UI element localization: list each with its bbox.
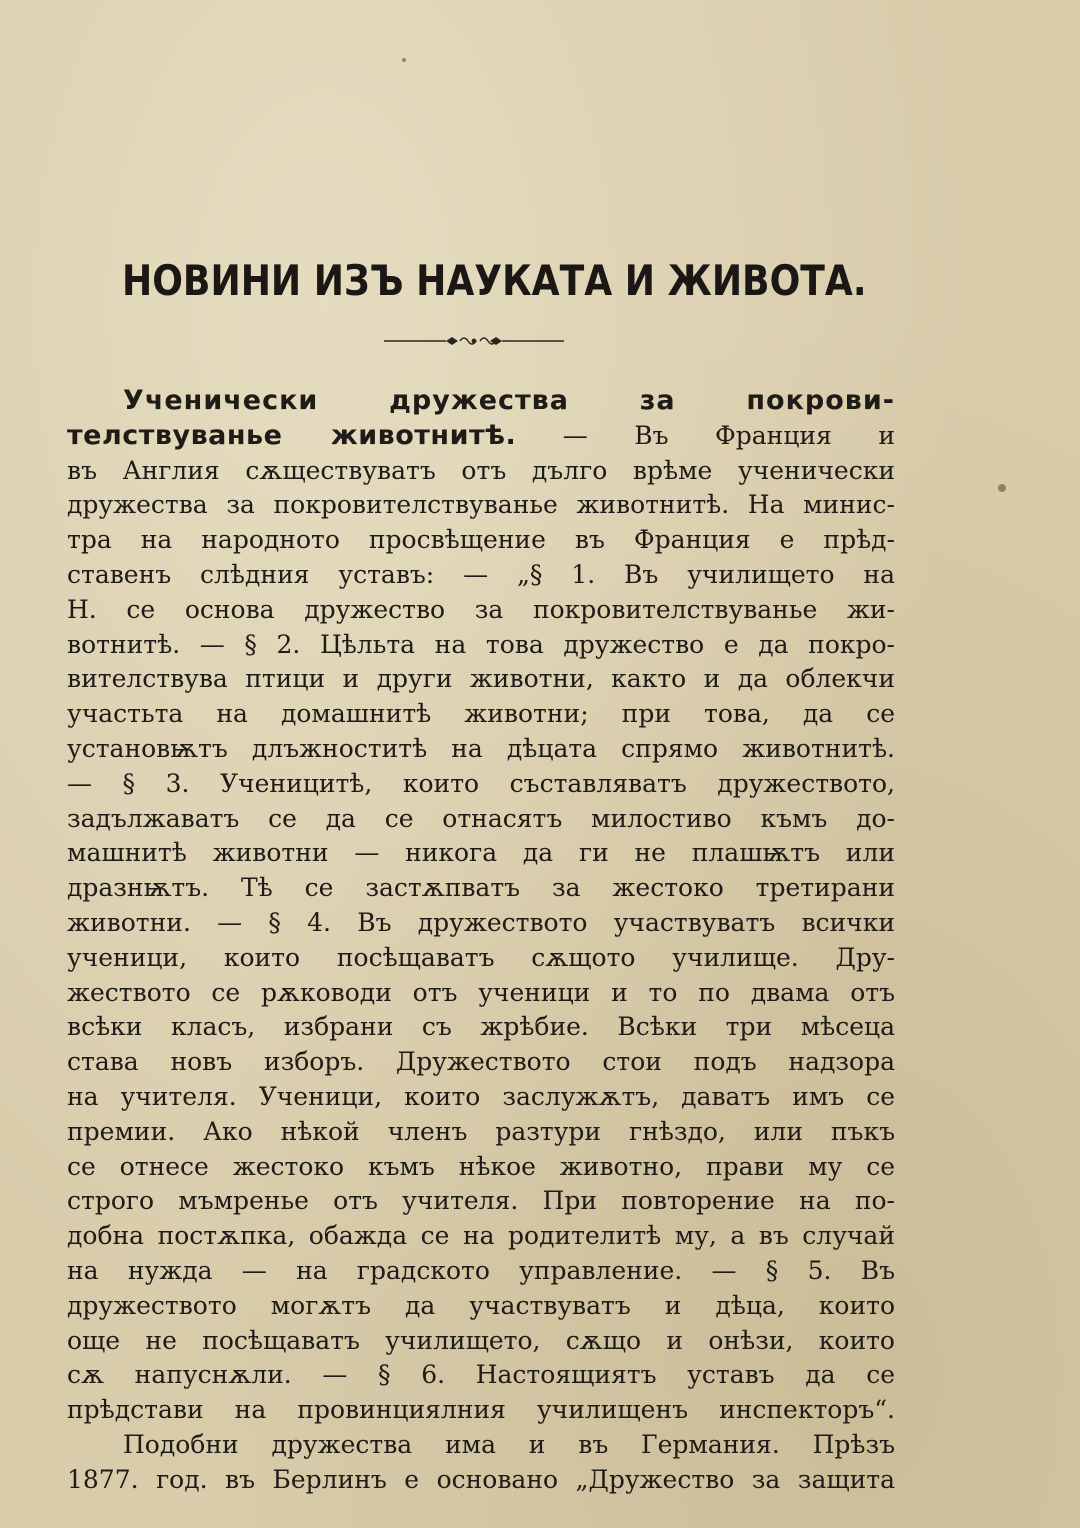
article-title-line-1	[67, 384, 895, 419]
text-line: вителствува птици и други животни, както и да облекчи	[67, 664, 895, 694]
text-line: ученици, които посѣщаватъ сѫщото училище. Дру-	[67, 942, 895, 972]
text-line: 1877. год. въ Берлинъ е основано „Дружество за защита	[67, 1464, 895, 1494]
text-line: дружеството могѫтъ да участвуватъ и дѣца, които	[67, 1290, 895, 1320]
text-line: животни. — § 4. Въ дружеството участвуватъ всички	[67, 907, 895, 937]
text-line: сѫ напуснѫли. — § 6. Настоящиятъ уставъ да се	[67, 1360, 895, 1390]
text-line: вотнитѣ. — § 2. Цѣльта на това дружество е да покро-	[67, 629, 895, 659]
text-line: задължаватъ се да се отнасятъ милостиво къмъ до-	[67, 803, 895, 833]
section-heading: НОВИНИ ИЗЪ НАУКАТА И ЖИВОТА.	[122, 256, 867, 305]
ornament-divider	[384, 333, 564, 349]
text-line: ставенъ слѣдния уставъ: — „§ 1. Въ училището на	[67, 559, 895, 589]
text-line: прѣдстави на провинциялния училищенъ инспекторъ“.	[67, 1395, 895, 1425]
text-line: Н. се основа дружество за покровителствуванье жи-	[67, 594, 895, 624]
text-line: — § 3. Ученицитѣ, които съставляватъ дружеството,	[67, 768, 895, 798]
article-body	[67, 384, 895, 1498]
paper-spot	[402, 58, 406, 62]
text-line: става новъ изборъ. Дружеството стои подъ надзора	[67, 1047, 895, 1077]
text-line: на нужда — на градското управление. — § 5. Въ	[67, 1255, 895, 1285]
text-line: още не посѣщаватъ училището, сѫщо и онѣзи, които	[67, 1325, 895, 1355]
article-title: Ученически дружества за покрови-	[123, 385, 895, 416]
text-line: строго мъмренье отъ учителя. При повторение на по-	[67, 1186, 895, 1216]
text-line: се отнесе жестоко къмъ нѣкое животно, прави му се	[67, 1151, 895, 1181]
article-title-line-2	[67, 419, 895, 454]
text-line: машнитѣ животни — никога да ги не плашѭтъ или	[67, 838, 895, 868]
text-line: дразнѭтъ. Тѣ се застѫпватъ за жестоко третирани	[67, 873, 895, 903]
text-segment: — Въ Франция и	[516, 420, 895, 450]
article-title-continued: телствуванье животнитѣ.	[67, 419, 517, 451]
text-line: въ Англия сѫществуватъ отъ дълго врѣме ученически	[67, 455, 895, 485]
paper-spot	[998, 484, 1006, 492]
text-line: на учителя. Ученици, които заслужѫтъ, даватъ имъ се	[67, 1081, 895, 1111]
text-line: премии. Ако нѣкой членъ разтури гнѣздо, или пъкъ	[67, 1116, 895, 1146]
text-line: Подобни дружества има и въ Германия. Прѣзъ	[123, 1429, 895, 1459]
text-line: добна постѫпка, обажда се на родителитѣ му, а въ случай	[67, 1221, 895, 1251]
text-line: дружества за покровителствуванье животнитѣ. На минис-	[67, 490, 895, 520]
text-line: жеството се рѫководи отъ ученици и то по двама отъ	[67, 977, 895, 1007]
text-line: участьта на домашнитѣ животни; при това, да се	[67, 699, 895, 729]
text-line: всѣки класъ, избрани съ жрѣбие. Всѣки три мѣсеца	[67, 1012, 895, 1042]
text-line: тра на народното просвѣщение въ Франция е прѣд-	[67, 525, 895, 555]
text-line: установѭтъ длъжноститѣ на дѣцата спрямо животнитѣ.	[67, 733, 895, 763]
